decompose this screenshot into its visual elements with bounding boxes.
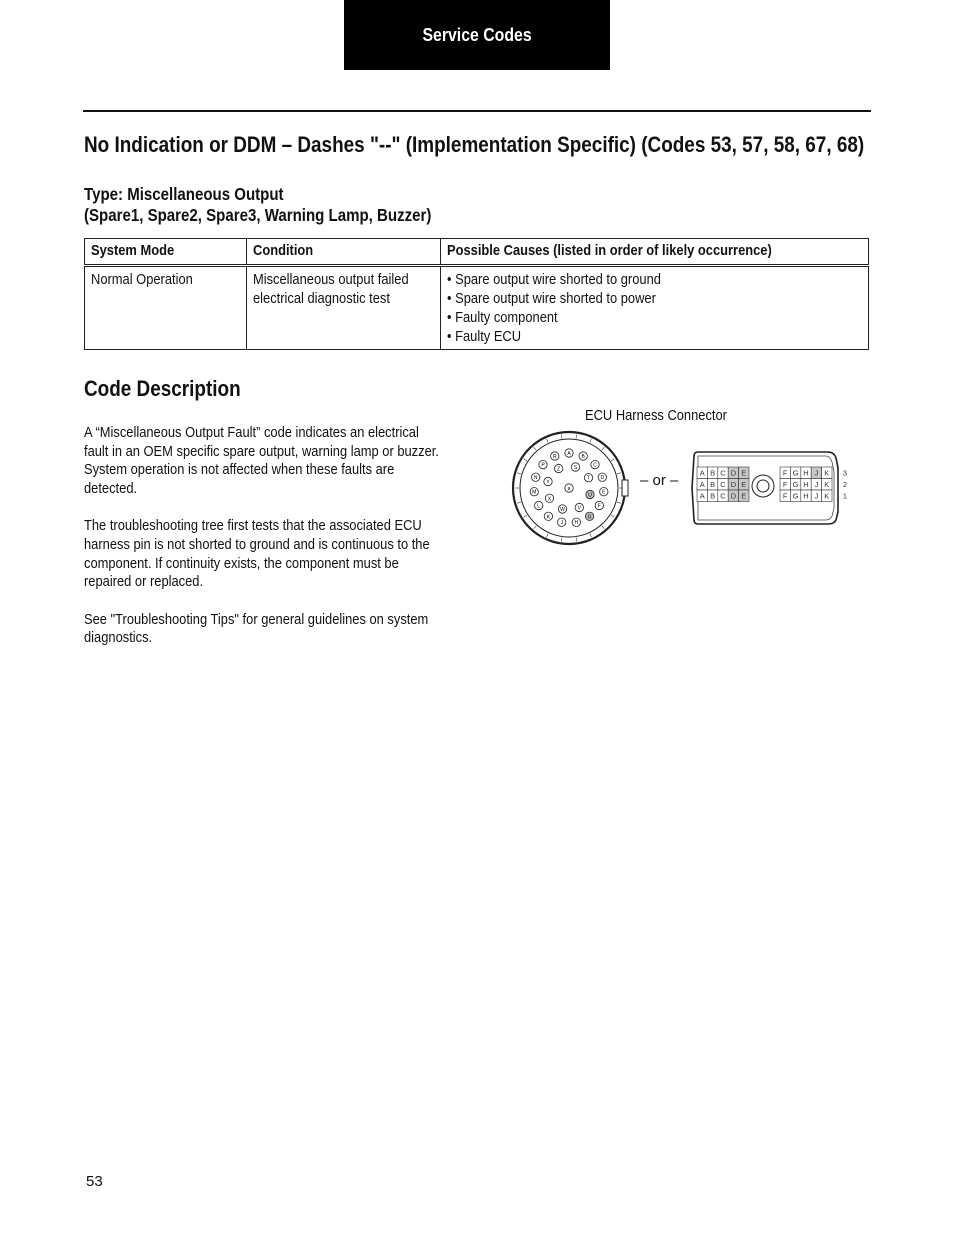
- round-connector-tick: [590, 534, 592, 538]
- type-heading-line2: (Spare1, Spare2, Spare3, Warning Lamp, Buzzer): [84, 205, 432, 225]
- rect-pin-label: G: [792, 468, 799, 478]
- round-pin-label: W: [560, 507, 565, 513]
- round-connector-tick: [602, 526, 605, 529]
- rect-pin-label: B: [710, 491, 716, 501]
- round-connector-tick: [524, 459, 527, 461]
- rect-pin-label: D: [730, 491, 737, 501]
- round-connector-tick: [617, 502, 621, 503]
- description-paragraph: A “Miscellaneous Output Fault” code indicates an electrical fault in an OEM specific spare output, warning lamp or buzzer. System operation is not affected when these faults are detected.: [84, 424, 439, 498]
- rect-pin-label: A: [699, 479, 705, 489]
- or-separator: – or –: [640, 472, 679, 489]
- rect-pin-label: F: [782, 491, 788, 501]
- round-connector-tick: [534, 526, 537, 529]
- rect-pin-label: H: [803, 468, 809, 478]
- cause-item: • Spare output wire shorted to power: [446, 290, 656, 307]
- rect-pin-label: F: [782, 468, 788, 478]
- round-pin-label: K: [546, 514, 551, 521]
- type-heading-line1: Type: Miscellaneous Output: [84, 184, 284, 204]
- round-pin-label: D: [600, 475, 605, 482]
- rect-pin-label: C: [720, 491, 726, 501]
- round-connector-tick: [561, 538, 562, 542]
- round-pin-label: G: [587, 514, 592, 521]
- cause-item: • Faulty component: [446, 309, 558, 326]
- description-paragraph: See "Troubleshooting Tips" for general guidelines on system diagnostics.: [84, 610, 429, 647]
- rect-pin-label: D: [730, 479, 737, 489]
- round-pin-label: V: [577, 505, 581, 512]
- description-paragraph: The troubleshooting tree first tests that the associated ECU harness pin is not shorted to ground and is continuous to the component. If continuity exists, the component must be repaired or replaced.: [84, 517, 430, 591]
- round-pin-label: M: [532, 489, 537, 496]
- rect-pin-label: E: [741, 491, 747, 501]
- round-pin-label: Z: [557, 466, 561, 473]
- round-connector-tick: [576, 538, 577, 542]
- round-connector-tick: [617, 473, 621, 474]
- ecu-harness-connector-figure: [508, 428, 853, 558]
- rect-pin-label: D: [730, 468, 737, 478]
- round-pin-label: C: [593, 462, 597, 469]
- header-rule: [83, 110, 871, 112]
- round-connector-tick: [547, 534, 549, 538]
- rect-pin-label: F: [782, 479, 788, 489]
- rect-connector: [692, 452, 847, 524]
- rect-pin-label: C: [720, 479, 726, 489]
- rect-pin-label: G: [792, 491, 799, 501]
- round-connector-tick: [561, 435, 562, 439]
- rect-pin-label: C: [720, 468, 726, 478]
- round-connector-tick: [517, 502, 521, 503]
- header-possible-causes: Possible Causes (listed in order of likely occurrence): [440, 239, 868, 266]
- figure-caption: ECU Harness Connector: [585, 407, 727, 424]
- rect-pin-label: E: [741, 479, 747, 489]
- rect-pin-label: A: [699, 491, 705, 501]
- rect-row-label: 2: [842, 479, 848, 489]
- cause-item: • Spare output wire shorted to ground: [446, 271, 661, 288]
- round-pin-label: P: [541, 462, 545, 469]
- round-pin-label: A: [567, 451, 571, 457]
- round-pin-label: a: [567, 486, 571, 492]
- round-connector-tick: [524, 515, 527, 517]
- rect-pin-label: J: [814, 468, 819, 478]
- round-pin-label: L: [537, 503, 541, 510]
- rect-pin-label: K: [824, 468, 830, 478]
- rect-row-label: 1: [842, 491, 848, 501]
- round-connector: [513, 432, 628, 544]
- rect-pin-label: B: [710, 479, 716, 489]
- rect-pin-label: A: [699, 468, 705, 478]
- round-pin-label: R: [552, 454, 557, 460]
- condition-line: electrical diagnostic test: [253, 290, 390, 307]
- rect-pin-label: J: [814, 491, 819, 501]
- rect-pin-label: K: [824, 491, 830, 501]
- cell-condition: [247, 266, 441, 350]
- rect-pin-label: H: [803, 491, 809, 501]
- cell-possible-causes: [440, 266, 868, 350]
- page-title: [84, 132, 954, 158]
- round-connector-tick: [602, 447, 605, 450]
- round-pin-label: J: [560, 520, 563, 527]
- section-header-tab: [344, 0, 610, 70]
- rect-pin-label: E: [741, 468, 747, 478]
- header-condition: Condition: [247, 239, 441, 266]
- page-title-text: No Indication or DDM – Dashes "--" (Implementation Specific) (Codes 53, 57, 58, 67, 68): [84, 132, 865, 157]
- round-connector-tick: [547, 439, 549, 443]
- rect-row-label: 3: [842, 468, 848, 478]
- rect-pin-label: H: [803, 479, 809, 489]
- type-heading: [84, 184, 488, 226]
- causes-table: [84, 238, 869, 350]
- round-pin-label: S: [573, 465, 578, 471]
- round-pin-label: U: [588, 492, 592, 499]
- round-connector-tick: [611, 515, 614, 517]
- round-pin-label: N: [533, 475, 538, 482]
- round-connector-tick: [576, 435, 577, 439]
- page-number: 53: [86, 1173, 103, 1190]
- rect-pin-label: B: [710, 468, 716, 478]
- round-pin-label: H: [574, 520, 579, 527]
- rect-connector-center-boss: [752, 475, 774, 497]
- code-description-body: [84, 424, 524, 667]
- rect-pin-label: G: [792, 479, 799, 489]
- round-pin-label: F: [597, 503, 601, 510]
- round-pin-label: E: [602, 489, 606, 496]
- cause-item: • Faulty ECU: [446, 328, 522, 345]
- round-connector-tick: [534, 447, 537, 450]
- round-pin-label: T: [586, 475, 591, 482]
- rect-connector-center-hole: [757, 480, 769, 492]
- table-header-row: [85, 239, 869, 266]
- round-pin-label: Y: [546, 479, 550, 486]
- round-connector-tick: [590, 439, 592, 443]
- round-pin-label: X: [547, 496, 552, 503]
- condition-line: Miscellaneous output failed: [253, 271, 409, 288]
- round-pin-label: B: [581, 454, 585, 460]
- rect-pin-label: J: [814, 479, 819, 489]
- code-description-heading: Code Description: [84, 376, 241, 401]
- header-system-mode: System Mode: [85, 239, 247, 266]
- table-row: [85, 266, 869, 350]
- rect-pin-label: K: [824, 479, 830, 489]
- round-connector-tick: [517, 473, 521, 474]
- cell-system-mode: Normal Operation: [85, 266, 247, 350]
- section-label: Service Codes: [422, 24, 532, 45]
- round-connector-tick: [611, 459, 614, 461]
